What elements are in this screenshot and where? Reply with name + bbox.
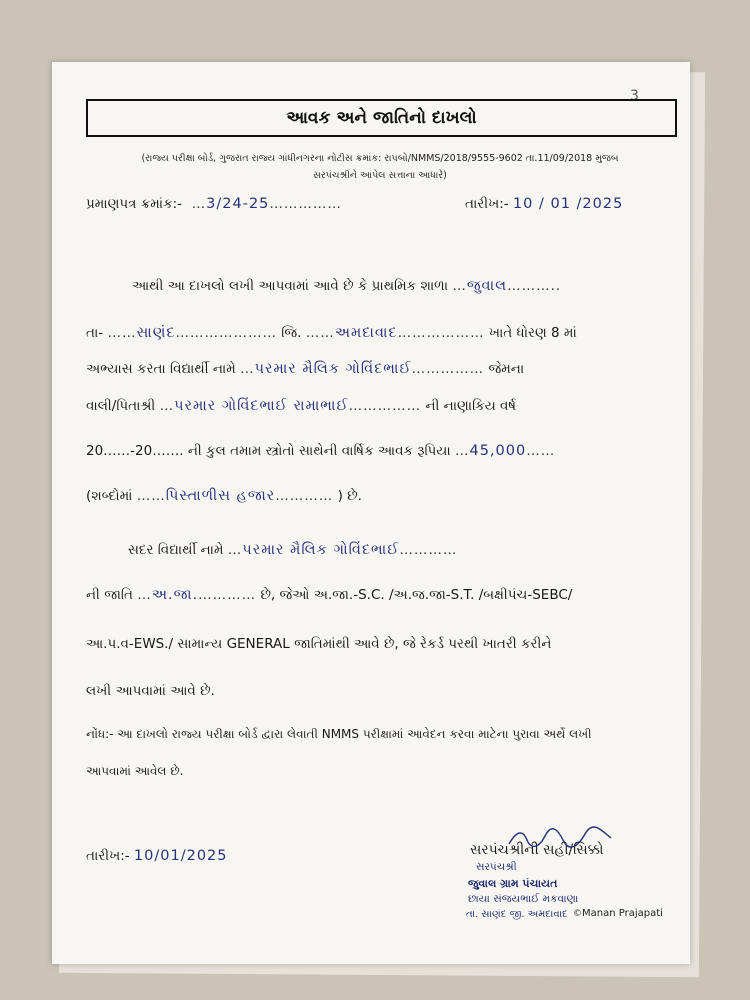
year-range: 20……-20……. [86,443,184,459]
date-value: 10 / 01 /2025 [512,196,624,212]
certificate-number-row: પ્રમાણપત્ર ક્રમાંક:- …3/24-25…………… [86,196,342,212]
stamp-line-1: સરપંચશ્રી [476,861,517,873]
student-name-value-2: પરમાર મૈલિક ગોવિંદભાઈ [242,542,400,558]
income-line: 20……-20……. ની કુલ તમામ સ્ત્રોતો સાથેની વાર્ષિક આવક રૂપિયા …45,000…… [86,443,556,459]
standard-text: ખાતે ધોરણ 8 માં [488,325,577,341]
taluka-line: તા- ……સાણંદ………………… જિ. ……અમદાવાદ……………… ખાતે ધોરણ 8 માં [86,325,577,341]
title-text: આવક અને જાતિનો દાખલો [286,108,477,128]
note-line-1 [86,727,592,742]
stamp-line-2: જુવાલ ગ્રામ પંચાયત [468,877,558,890]
caste-line-2-text: આ.પ.વ-EWS./ સામાન્ય GENERAL જાતિમાંથી આવે છે, જે રેકર્ડ પરથી ખાતરી કરીને [86,636,552,652]
certificate-number-value: 3/24-25 [206,196,270,212]
notice-line-1: (રાજ્ય પરીક્ષા બોર્ડ, ગુજરાત રાજ્ય ગાંધીનગરના નોટીસ ક્રમાંક: રાપબો/NMMS/2018/9555-9602 તા.11/09/2018 મુજબ [141,153,619,164]
caste-line: ની જાતિ …અ.જા.………… છે, જેઓ અ.જા.-S.C. /અ.જ.જા-S.T. /બક્ષીપંચ-SEBC/ [86,587,573,603]
taluka-label: તા- [86,325,104,341]
caste-line-2 [86,636,551,652]
student-name-line: અભ્યાસ કરતા વિદ્યાર્થી નામે …પરમાર મૈલિક ગોવિંદભાઈ…………… જેમના [86,361,525,377]
bottom-date-label: તારીખ:- [86,848,130,864]
caste-line-3-text: લખી આપવામાં આવે છે. [86,683,215,699]
student-name-line-2: સદર વિદ્યાર્થી નામે …પરમાર મૈલિક ગોવિંદભાઈ………… [128,542,458,558]
parent-label: વાલી/પિતાશ્રી [86,398,156,414]
school-line: આથી આ દાખલો લખી આપવામાં આવે છે કે પ્રાથમિક શાળા …જુવાલ……….. [132,278,562,294]
signature-title: સરપંચશ્રીની સહી/સિક્કો [470,842,604,858]
parent-name-value: પરમાર ગોવિંદભાઈ રામાભાઈ [174,398,349,414]
income-text: ની કુલ તમામ સ્ત્રોતો સાથેની વાર્ષિક આવક રૂપિયા [187,443,451,459]
copyright-symbol: © [573,909,582,919]
whose-text: જેમના [488,361,525,377]
student-label-2: સદર વિદ્યાર્થી નામે [128,542,224,558]
student-name-value: પરમાર મૈલિક ગોવિંદભાઈ [254,361,412,377]
stamp-line-4: તા. સાણંદ જી. અમદાવાદ [466,909,568,920]
income-value: 45,000 [469,443,527,459]
income-words-line: (શબ્દોમાં ……પિસ્તાળીસ હજાર………… ) છે. [86,488,362,504]
taluka-value: સાણંદ [136,325,176,341]
date-row [465,196,623,212]
certificate-number-label: પ્રમાણપત્ર ક્રમાંક:- [86,196,183,212]
certificate-title [86,99,677,137]
note-line-1-text: નોંધ:- આ દાખલો રાજ્ય પરીક્ષા બોર્ડ દ્વારા લેવાતી NMMS પરીક્ષામાં આવેદન કરવા માટેના પુરાવા અર્થે લખી [86,727,592,741]
caste-value: અ.જા. [151,587,199,603]
note-line-2-text: આપવામાં આવેલ છે. [86,764,184,778]
parent-name-line: વાલી/પિતાશ્રી …પરમાર ગોવિંદભાઈ રામાભાઈ…………… ની નાણાકિય વર્ષ [86,398,516,414]
caste-label: ની જાતિ [86,587,133,603]
handwritten-signature [505,826,615,856]
words-end: ) છે. [337,488,362,504]
caste-options: છે, જેઓ અ.જા.-S.C. /અ.જ.જા-S.T. /બક્ષીપંચ-SEBC/ [260,587,573,603]
caste-line-3 [86,683,215,699]
school-value: જુવાલ [466,278,508,294]
notice-reference [80,150,680,184]
income-words-value: પિસ્તાળીસ હજાર [165,488,276,504]
bottom-date-row [86,848,228,864]
stamp-line-3: છાયા સંજયભાઈ મકવાણા [468,893,579,905]
financial-year-text: ની નાણાકિય વર્ષ [425,398,516,414]
notice-line-2: સરપંચશ્રીને આપેલ સત્તાના આધારે) [313,170,447,181]
words-label: (શબ્દોમાં [86,488,133,504]
studying-label: અભ્યાસ કરતા વિદ્યાર્થી નામે [86,361,236,377]
photo-watermark [573,908,663,919]
district-value: અમદાવાદ [334,325,398,341]
page-number: 3 [630,88,639,104]
date-label: તારીખ:- [465,196,509,212]
bottom-date-value: 10/01/2025 [133,848,228,864]
note-line-2 [86,764,183,779]
school-intro-text: આથી આ દાખલો લખી આપવામાં આવે છે કે પ્રાથમિક શાળા [132,278,449,294]
watermark-text: Manan Prajapati [582,908,663,919]
district-label: જિ. [281,325,302,341]
